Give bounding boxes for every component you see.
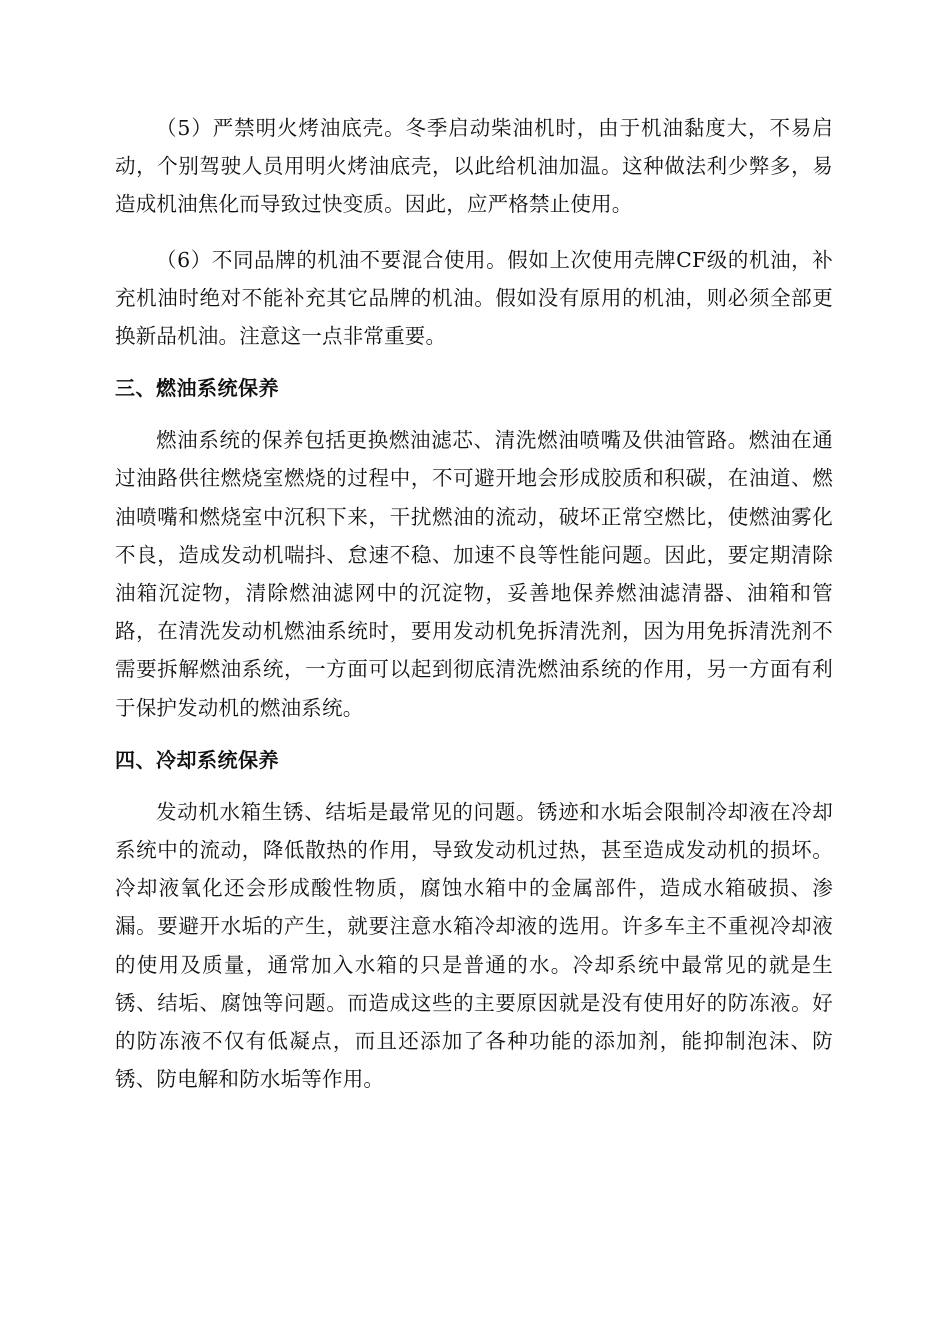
- paragraph-fuel-system: 燃油系统的保养包括更换燃油滤芯、清洗燃油喷嘴及供油管路。燃油在通过油路供往燃烧室燃烧的过程中，不可避开地会形成胶质和积碳，在油道、燃油喷嘴和燃烧室中沉积下来，干扰燃油的流动，破坏正常空燃比，使燃油雾化不良，造成发动机喘抖、怠速不稳、加速不良等性能问题。因此，要定期清除油箱沉淀物，清除燃油滤网中的沉淀物，妥善地保养燃油滤清器、油箱和管路，在清洗发动机燃油系统时，要用发动机免拆清洗剂，因为用免拆清洗剂不需要拆解燃油系统，一方面可以起到彻底清洗燃油系统的作用，另一方面有利于保护发动机的燃油系统。: [115, 428, 833, 720]
- spacer: [115, 355, 833, 369]
- paragraph-cooling-system: 发动机水箱生锈、结垢是最常见的问题。锈迹和水垢会限制冷却液在冷却系统中的流动，降低散热的作用，导致发动机过热，甚至造成发动机的损坏。冷却液氧化还会形成酸性物质，腐蚀水箱中的金属部件，造成水箱破损、渗漏。要避开水垢的产生，就要注意水箱冷却液的选用。许多车主不重视冷却液的使用及质量，通常加入水箱的只是普通的水。冷却系统中最常见的就是生锈、结垢、腐蚀等问题。而造成这些的主要原因就是没有使用好的防冻液。好的防冻液不仅有低凝点，而且还添加了各种功能的添加剂，能抑制泡沫、防锈、防电解和防水垢等作用。: [115, 799, 833, 1092]
- paragraph-item-5: （5）严禁明火烤油底壳。冬季启动柴油机时，由于机油黏度大，不易启动，个别驾驶人员用明火烤油底壳，以此给机油加温。这种做法利少弊多，易造成机油焦化而导致过快变质。因此，应严格禁止使用。: [115, 116, 833, 217]
- spacer: [115, 407, 833, 421]
- spacer: [115, 779, 833, 793]
- section-heading-cooling-system: 四、冷却系统保养: [115, 747, 279, 772]
- spacer: [115, 727, 833, 741]
- paragraph-item-6: （6）不同品牌的机油不要混合使用。假如上次使用壳牌CF级的机油，补充机油时绝对不能补充其它品牌的机油。假如没有原用的机油，则必须全部更换新品机油。注意这一点非常重要。: [115, 247, 833, 349]
- spacer: [115, 224, 833, 241]
- document-page: [115, 109, 833, 1098]
- section-heading-fuel-system: 三、燃油系统保养: [115, 376, 279, 401]
